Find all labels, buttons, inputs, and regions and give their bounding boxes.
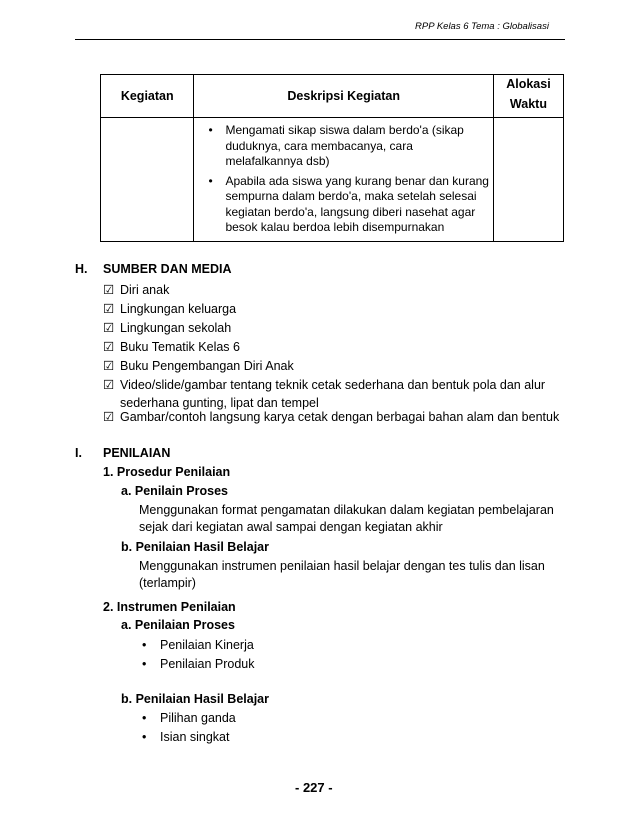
subheading-penilaian-hasil-belajar: b. Penilaian Hasil Belajar [121, 692, 269, 706]
col-alokasi [493, 75, 563, 118]
list-item [142, 638, 254, 652]
media-item: Diri anak [120, 283, 170, 297]
checkbox-icon: ☑ [103, 302, 115, 316]
list-item [103, 357, 294, 375]
desc-bullet-2: • Apabila ada siswa yang kurang benar dan kurang sempurna dalam berdo'a, maka setelah selesai kegiatan berdo'a, langsung diberi nasehat agar besok kalau berdoa lebih disempurnakan [225, 174, 491, 236]
subheading-hasil-belajar: b. Penilaian Hasil Belajar [121, 540, 269, 554]
list-item [142, 730, 229, 744]
subheading-penilain-proses: a. Penilain Proses [121, 484, 228, 498]
list-item [142, 711, 236, 725]
list-item [103, 319, 231, 337]
section-i-letter: I. [75, 446, 82, 460]
list-item [103, 300, 236, 318]
page-header: RPP Kelas 6 Tema : Globalisasi [415, 21, 549, 32]
cell-deskripsi [194, 118, 493, 242]
bullet-icon: • [142, 730, 147, 744]
media-item: Video/slide/gambar tentang teknik cetak sederhana dan bentuk pola dan alur sederhana gunting, lipat dan tempel [120, 378, 546, 410]
subheading-penilaian-proses: a. Penilaian Proses [121, 618, 235, 632]
bullet-icon: • [142, 711, 147, 725]
paragraph-hasil-belajar: Menggunakan instrumen penilaian hasil belajar dengan tes tulis dan lisan (terlampir) [139, 559, 545, 590]
media-item: Buku Tematik Kelas 6 [120, 340, 240, 354]
header-rule [75, 39, 565, 40]
table-header-row [101, 75, 564, 118]
page-number: - 227 - [295, 780, 333, 795]
instrumen-item: Isian singkat [160, 730, 230, 744]
checkbox-icon: ☑ [103, 321, 115, 335]
checkbox-icon: ☑ [103, 359, 115, 373]
cell-alokasi [493, 118, 563, 242]
list-item [103, 376, 558, 412]
media-item: Lingkungan keluarga [120, 302, 237, 316]
instrumen-item: Penilaian Kinerja [160, 638, 254, 652]
cell-kegiatan [101, 118, 194, 242]
media-item: Lingkungan sekolah [120, 321, 232, 335]
col-alokasi-line1: Alokasi [506, 77, 551, 91]
checkbox-icon: ☑ [103, 340, 115, 354]
list-item [142, 657, 255, 671]
activity-table [100, 74, 564, 242]
table-row [101, 118, 564, 242]
paragraph-proses: Menggunakan format pengamatan dilakukan dalam kegiatan pembelajaran sejak dari kegiatan awal sampai dengan kegiatan akhir [139, 503, 554, 534]
instrumen-item: Pilihan ganda [160, 711, 236, 725]
checkbox-icon: ☑ [103, 410, 115, 424]
checkbox-icon: ☑ [103, 283, 115, 297]
media-item: Buku Pengembangan Diri Anak [120, 359, 294, 373]
media-item: Gambar/contoh langsung karya cetak dengan berbagai bahan alam dan bentuk [120, 410, 560, 424]
list-item [103, 338, 240, 356]
instrumen-item: Penilaian Produk [160, 657, 255, 671]
col-alokasi-line2: Waktu [509, 97, 547, 111]
bullet-icon: • [142, 638, 147, 652]
section-h-letter: H. [75, 262, 88, 276]
col-deskripsi: Deskripsi Kegiatan [194, 75, 493, 118]
subheading-instrumen: 2. Instrumen Penilaian [103, 600, 236, 614]
bullet-icon: • [142, 657, 147, 671]
col-kegiatan: Kegiatan [101, 75, 194, 118]
section-i-title: PENILAIAN [103, 446, 171, 460]
subheading-prosedur: 1. Prosedur Penilaian [103, 465, 231, 479]
list-item [103, 408, 573, 426]
section-h-title: SUMBER DAN MEDIA [103, 262, 232, 276]
desc-bullet-1: • Mengamati sikap siswa dalam berdo'a (sikap duduknya, cara membacanya, cara melafalkannya dsb) [225, 123, 491, 170]
checkbox-icon: ☑ [103, 378, 115, 392]
list-item [103, 281, 169, 299]
